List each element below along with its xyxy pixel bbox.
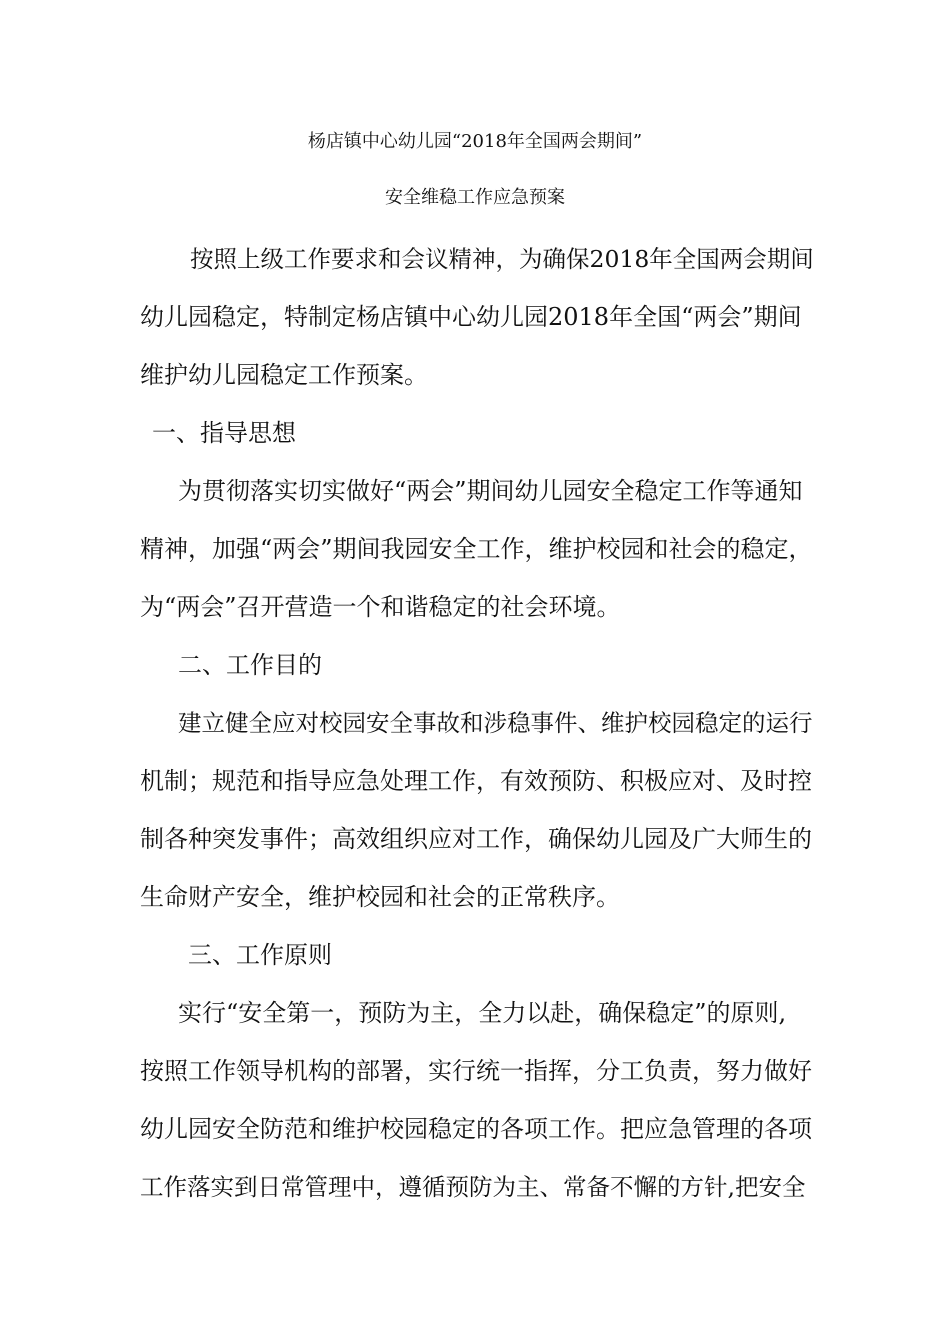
section-3-line-1: 实行“安全第一，预防为主，全力以赴，确保稳定”的原则, <box>178 999 787 1027</box>
intro-line-3: 维护幼儿园稳定工作预案。 <box>140 361 428 389</box>
section-3-line-2: 按照工作领导机构的部署，实行统一指挥，分工负责，努力做好 <box>140 1057 812 1085</box>
section-2-line-4: 生命财产安全，维护校园和社会的正常秩序。 <box>140 883 620 911</box>
section-3-heading: 三、工作原则 <box>188 941 332 969</box>
document-title-line-2: 安全维稳工作应急预案 <box>385 187 565 208</box>
document-title-line-1: 杨店镇中心幼儿园“2018年全国两会期间” <box>307 131 643 152</box>
section-3-line-4: 工作落实到日常管理中，遵循预防为主、常备不懈的方针,把安全 <box>140 1173 806 1201</box>
section-2-line-3: 制各种突发事件；高效组织应对工作，确保幼儿园及广大师生的 <box>140 825 812 853</box>
section-2-heading: 二、工作目的 <box>178 651 322 679</box>
intro-line-2: 幼儿园稳定，特制定杨店镇中心幼儿园2018年全国“两会”期间 <box>140 303 802 331</box>
section-1-line-1: 为贯彻落实切实做好“两会”期间幼儿园安全稳定工作等通知 <box>178 477 803 505</box>
section-2-line-1: 建立健全应对校园安全事故和涉稳事件、维护校园稳定的运行 <box>178 709 813 737</box>
section-1-line-3: 为“两会”召开营造一个和谐稳定的社会环境。 <box>140 593 621 621</box>
section-1-heading: 一、指导思想 <box>152 419 296 447</box>
section-1-line-2: 精神，加强“两会”期间我园安全工作，维护校园和社会的稳定， <box>140 535 813 563</box>
section-3-line-3: 幼儿园安全防范和维护校园稳定的各项工作。把应急管理的各项 <box>140 1115 812 1143</box>
section-2-line-2: 机制；规范和指导应急处理工作，有效预防、积极应对、及时控 <box>140 767 812 795</box>
intro-line-1: 按照上级工作要求和会议精神，为确保2018年全国两会期间 <box>190 245 814 273</box>
